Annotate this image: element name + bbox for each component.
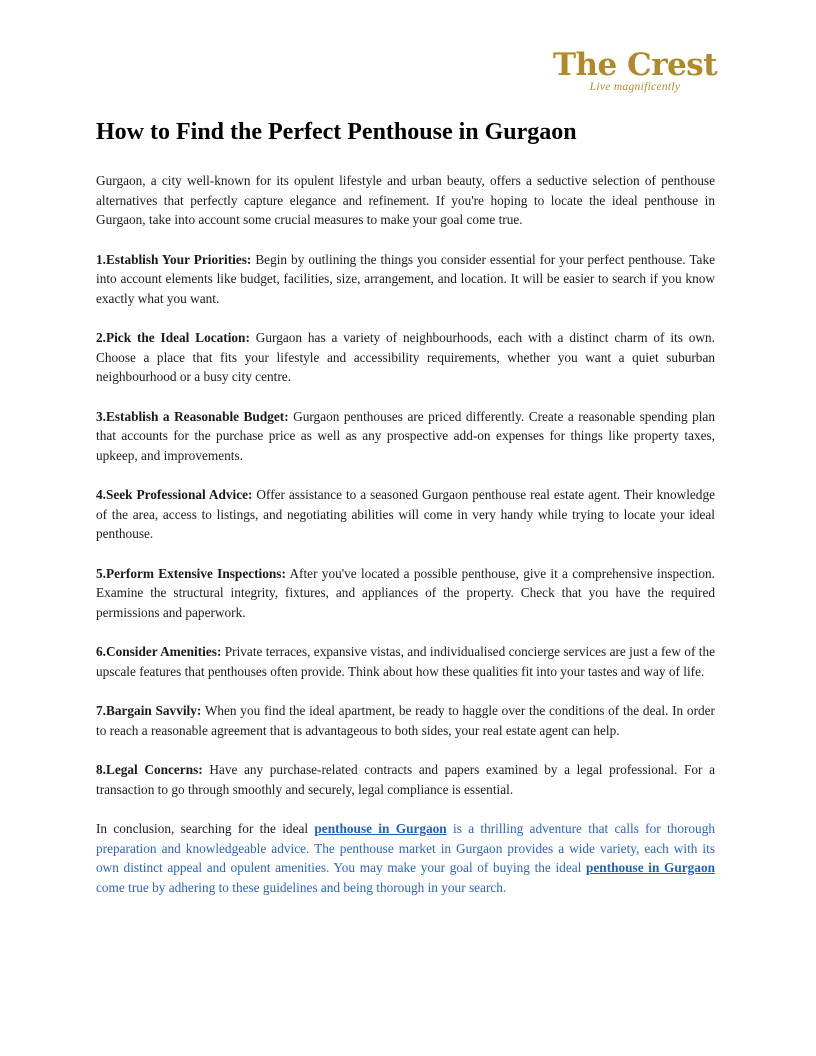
section-heading: 6.Consider Amenities: — [96, 644, 222, 659]
section-heading: 4.Seek Professional Advice: — [96, 487, 253, 502]
article-body — [96, 171, 715, 917]
section-body: When you find the ideal apartment, be ready to haggle over the conditions of the deal. In order to reach a reasonable agreement that is advantageous to both sides, your real estate agent can help. — [96, 703, 715, 738]
conclusion-paragraph — [96, 819, 715, 897]
section-body: Gurgaon has a variety of neighbourhoods, each with a distinct charm of its own. Choose a place that fits your lifestyle and accessibility requirements, whether you want a quiet suburban neighbourhood or a busy city centre. — [96, 330, 715, 384]
penthouse-link-1[interactable]: penthouse in Gurgaon — [314, 821, 447, 836]
section-heading: 8.Legal Concerns: — [96, 762, 203, 777]
intro-paragraph: Gurgaon, a city well-known for its opulent lifestyle and urban beauty, offers a seductive selection of penthouse alternatives that perfectly capture elegance and refinement. If you're hoping to locate the ideal penthouse in Gurgaon, take into account some crucial measures to make your goal come true. — [96, 173, 715, 227]
section-advice — [96, 485, 715, 544]
section-bargain — [96, 701, 715, 740]
brand-logo — [540, 48, 730, 94]
section-body: Offer assistance to a seasoned Gurgaon penthouse real estate agent. Their knowledge of the area, access to listings, and negotiating abilities will come in very handy while trying to locate your ideal penthouse. — [96, 487, 715, 541]
section-heading: 2.Pick the Ideal Location: — [96, 330, 250, 345]
section-body: After you've located a possible penthouse, give it a comprehensive inspection. Examine the structural integrity, fixtures, and appliances of the property. Check that you have the required permissions and paperwork. — [96, 565, 715, 620]
section-heading: 5.Perform Extensive Inspections: — [96, 565, 286, 581]
penthouse-link-2[interactable]: penthouse in Gurgaon — [586, 860, 716, 875]
section-heading: 3.Establish a Reasonable Budget: — [96, 408, 289, 424]
section-budget — [96, 407, 715, 466]
section-priorities — [96, 250, 715, 309]
section-body: Begin by outlining the things you consider essential for your perfect penthouse. Take into account elements like budget, facilities, size, arrangement, and location. It will be easier to search if you know exactly what you want. — [96, 251, 715, 306]
conclusion-lead: In conclusion, searching for the ideal — [96, 821, 309, 836]
brand-tagline: Live magnificently — [589, 81, 681, 93]
section-heading: 1.Establish Your Priorities: — [96, 251, 252, 267]
section-location — [96, 328, 715, 387]
section-heading: 7.Bargain Savvily: — [96, 703, 202, 718]
section-amenities — [96, 642, 715, 681]
section-inspections — [96, 564, 715, 623]
conclusion-middle: is a thrilling adventure that calls for thorough preparation and knowledgeable advice. The penthouse market in Gurgaon provides a wide variety, each with its own distinct appeal and opulent amenities. You may make your goal of buying the ideal — [96, 821, 716, 875]
brand-name: The Crest — [552, 47, 718, 83]
section-legal — [96, 760, 715, 799]
section-body: Have any purchase-related contracts and papers examined by a legal professional. For a transaction to go through smoothly and securely, legal compliance is essential. — [96, 762, 715, 797]
page-title: How to Find the Perfect Penthouse in Gurgaon — [96, 119, 577, 145]
conclusion-end: come true by adhering to these guidelines and being thorough in your search. — [96, 879, 507, 895]
section-body: Private terraces, expansive vistas, and individualised concierge services are just a few of the upscale features that penthouses often provide. Think about how these qualities fit into your tastes and way of life. — [96, 644, 715, 679]
section-body: Gurgaon penthouses are priced differently. Create a reasonable spending plan that accounts for the purchase price as well as any prospective add-on expenses for things like property taxes, upkeep, and improvements. — [96, 408, 715, 463]
